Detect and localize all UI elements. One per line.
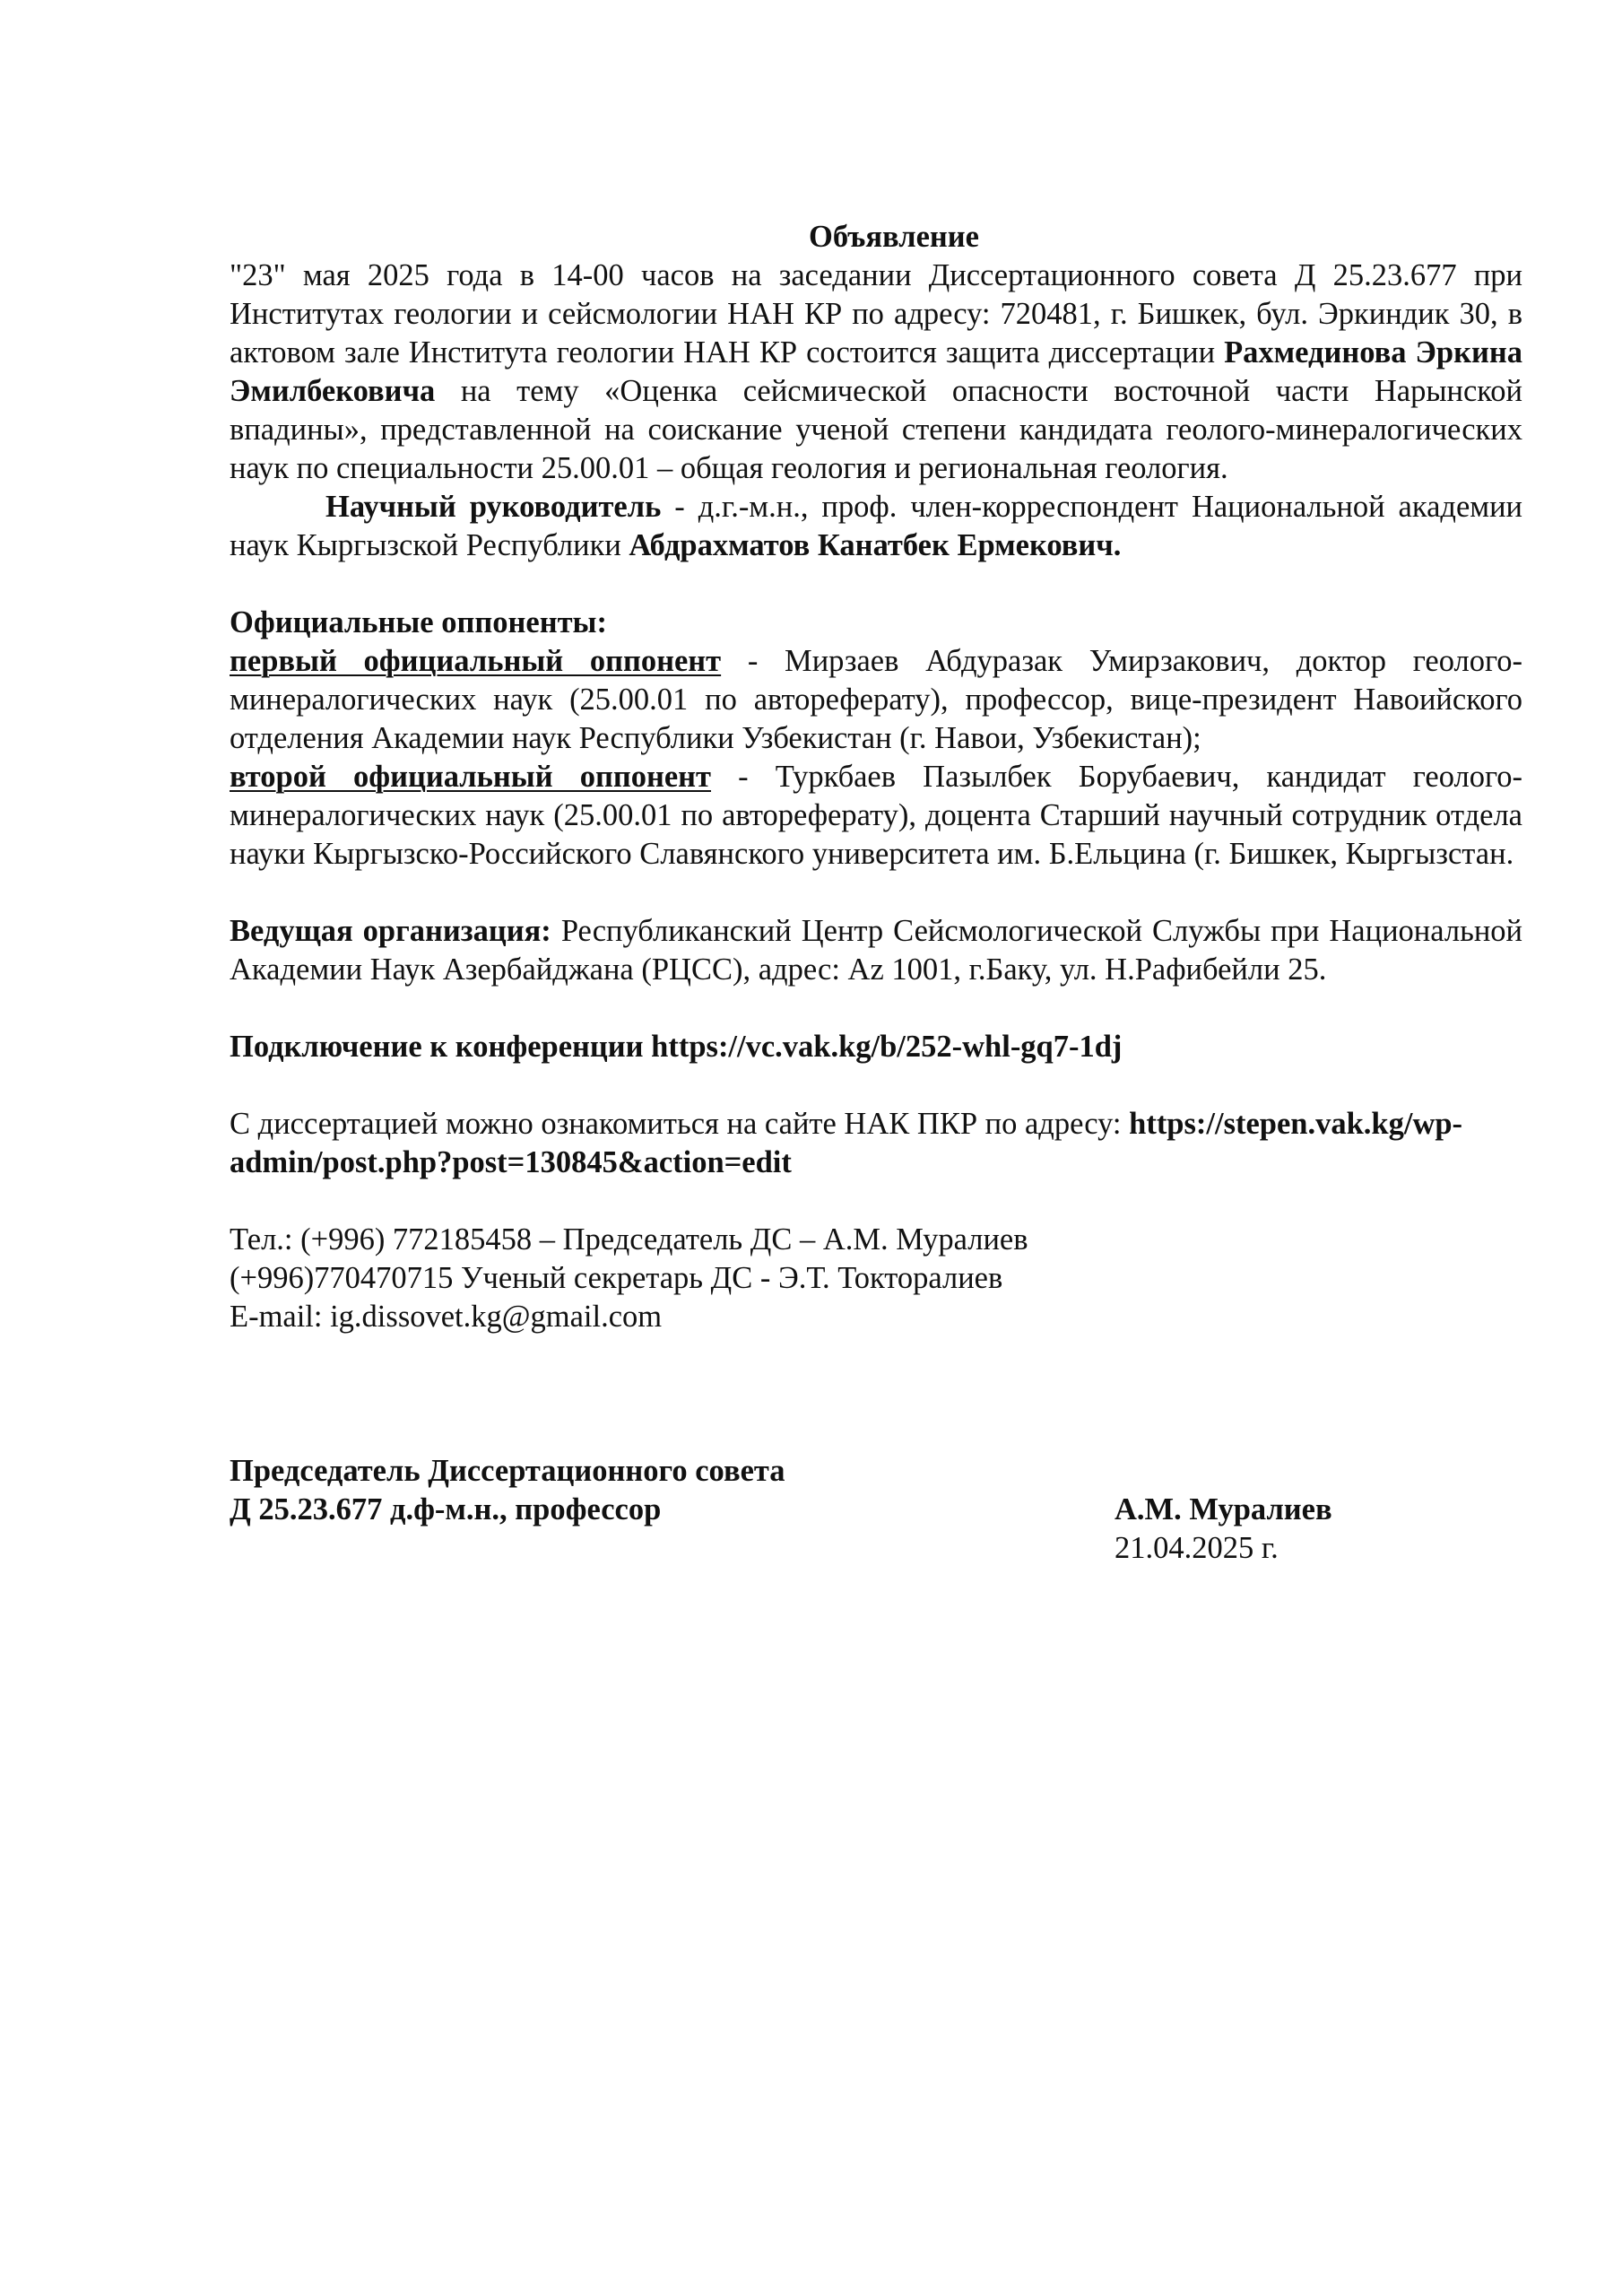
document-body [230,218,1522,1568]
contact-email[interactable]: E-mail: ig.dissovet.kg@gmail.com [230,1300,663,1334]
leading-organization-label: Ведущая организация: [230,914,551,948]
signature-block [230,1452,1522,1568]
spacer [230,989,1522,1028]
supervisor-label: Научный руководитель [325,490,662,524]
supervisor-name: Абдрахматов Канатбек Ермекович. [629,528,1122,562]
supervisor-paragraph [230,488,1522,565]
signature-right [1115,1491,1332,1568]
opponents-heading: Официальные оппоненты: [230,605,607,639]
dissertation-url-part2[interactable]: admin/post.php?post=130845&action=edit [230,1145,792,1179]
first-opponent-paragraph [230,642,1522,758]
conference-link[interactable]: Подключение к конференции https://vc.vak.kg/b/252-whl-gq7-1dj [230,1030,1123,1064]
leading-organization-text: Республиканский Центр Сейсмологической Службы при Национальной Академии Наук Азербайджана (РЦСС), адрес: Az 1001, г.Баку, ул. Н.Рафибейли 25. [230,914,1522,987]
signature-name: А.М. Муралиев [1115,1492,1332,1526]
second-opponent-label: второй официальный оппонент [230,760,712,794]
page-title: Объявление [809,220,979,254]
announcement-date: "23" [230,258,286,292]
signature-role-line2: Д 25.23.677 д.ф-м.н., профессор [230,1492,662,1526]
first-opponent-label: первый официальный оппонент [230,644,722,678]
spacer [230,1182,1522,1221]
leading-organization-paragraph [230,912,1522,989]
contact-phone-secretary: (+996)770470715 Ученый секретарь ДС - Э.Т. Токторалиев [230,1261,1003,1295]
supervisor-text: - д.г.-м.н., проф. член-корреспондент Национальной академии наук Кыргызской Республики [230,490,1523,562]
second-opponent-text: - Туркбаев Пазылбек Борубаевич, кандидат геолого-минералогических наук (25.00.01 по автореферату), доцента Старший научный сотрудник отдела науки Кыргызско-Российского Славянского университета им. Б.Ельцина (г. Бишкек, Кыргызстан. [230,760,1522,871]
announcement-text: мая 2025 года в 14-00 часов на заседании Диссертационного совета Д 25.23.677 при Институтах геологии и сейсмологии НАН КР по адресу: 720481, г. Бишкек, бул. Эркиндик 30, в актовом зале Института геологии НАН КР состоится защита диссертации [230,258,1522,370]
announcement-paragraph [230,257,1522,488]
spacer [230,1066,1522,1105]
candidate-name: Рахмединова Эркина Эмилбековича [230,335,1522,408]
dissertation-site-text: С диссертацией можно ознакомиться на сайте НАК ПКР по адресу: [230,1107,1130,1141]
second-opponent-paragraph [230,758,1522,874]
signature-role-line1: Председатель Диссертационного совета [230,1454,785,1488]
dissertation-topic: на тему «Оценка сейсмической опасности восточной части Нарынской впадины», представленной на соискание ученой степени кандидата геолого-минералогических наук по специальности 25.00.01 – общая геология и региональная геология. [230,374,1522,485]
spacer [230,874,1522,912]
spacer [230,1336,1522,1452]
signature-role [230,1452,785,1529]
contact-phone-chair: Тел.: (+996) 772185458 – Председатель ДС – А.М. Муралиев [230,1222,1028,1257]
dissertation-url-part1[interactable]: https://stepen.vak.kg/wp- [1129,1107,1463,1141]
first-opponent-text: - Мирзаев Абдуразак Умирзакович, доктор геолого-минералогических наук (25.00.01 по автореферату), профессор, вице-президент Навоийского отделения Академии наук Республики Узбекистан (г. Навои, Узбекистан); [230,644,1522,755]
spacer [230,565,1522,604]
signature-date: 21.04.2025 г. [1115,1531,1279,1565]
dissertation-site-paragraph [230,1105,1522,1144]
